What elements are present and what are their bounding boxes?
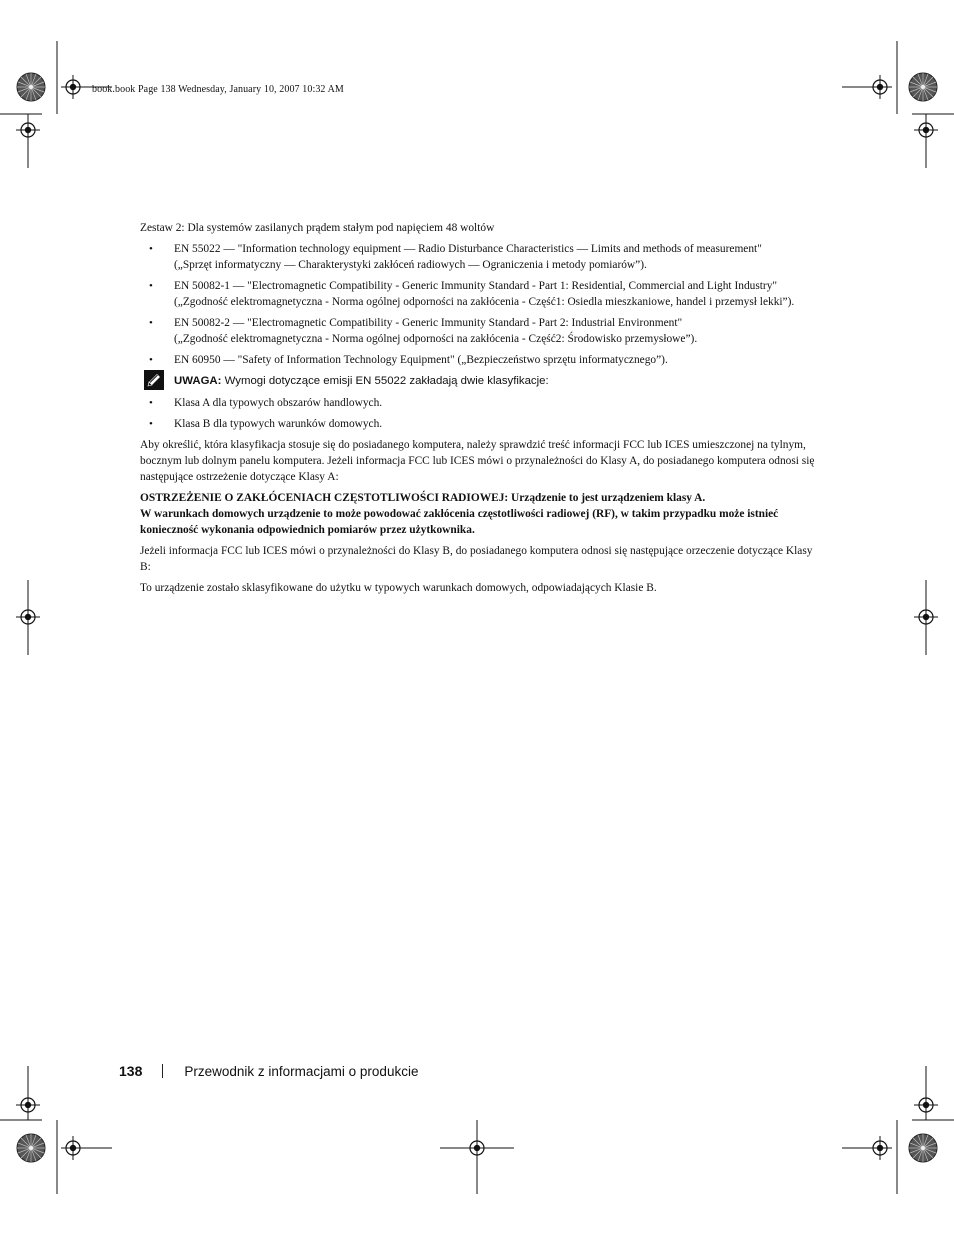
intro-paragraph: Zestaw 2: Dla systemów zasilanych prądem stałym pod napięciem 48 woltów <box>140 222 495 234</box>
print-header: book.book Page 138 Wednesday, January 10, 2007 10:32 AM <box>92 84 344 95</box>
page-content <box>140 220 820 601</box>
classes-list <box>140 395 820 432</box>
classification-paragraph: Aby określić, która klasyfikacja stosuje się do posiadanego komputera, należy sprawdzić treść informacji FCC lub ICES umieszczonej na tylnym, bocznym lub dolnym panelu komputera. Jeżeli informacja FCC lub ICES mówi o przynależności do Klasy A, do posiadanego komputera odnosi się następujące ostrzeżenie dotyczące Klasy A: <box>140 439 815 483</box>
list-item: • EN 60950 — "Safety of Information Technology Equipment" („Bezpieczeństwo sprzętu informatycznego”). <box>149 354 668 366</box>
star-target-mark <box>17 73 45 101</box>
note-label: UWAGA: <box>174 375 222 387</box>
bullet-icon: • <box>149 280 153 292</box>
note-pencil-icon <box>144 370 164 390</box>
page-number: 138 <box>119 1063 143 1079</box>
list-item: • EN 55022 — "Information technology equipment — Radio Disturbance Characteristics — Limits and methods of measurement" („Sprzęt informatyczny — Charakterystyki zakłóceń radiowych — Ograniczenia i metody pomiarów”). <box>149 243 762 271</box>
page-footer <box>119 1063 418 1079</box>
bullet-icon: • <box>149 243 153 255</box>
star-target-mark <box>909 73 937 101</box>
footer-divider <box>162 1064 163 1078</box>
note-block <box>140 373 820 389</box>
bullet-icon: • <box>149 354 153 366</box>
note-text: Wymogi dotyczące emisji EN 55022 zakładają dwie klasyfikacje: <box>221 375 549 387</box>
star-target-mark <box>17 1134 45 1162</box>
class-b-statement: To urządzenie zostało sklasyfikowane do użytku w typowych warunkach domowych, odpowiadających Klasie B. <box>140 582 657 594</box>
class-b-paragraph: Jeżeli informacja FCC lub ICES mówi o przynależności do Klasy B, do posiadanego komputera odnosi się następujące orzeczenie dotyczące Klasy B: <box>140 545 813 573</box>
bullet-icon: • <box>149 418 153 430</box>
class-a-warning: OSTRZEŻENIE O ZAKŁÓCENIACH CZĘSTOTLIWOŚCI RADIOWEJ: Urządzenie to jest urządzeniem klasy A. W warunkach domowych urządzenie to może powodować zakłócenia częstotliwości radiowej (RF), w takim przypadku może istnieć konieczność wykonania odpowiednich pomiarów przez użytkownika. <box>140 492 779 536</box>
list-item: • Klasa A dla typowych obszarów handlowych. <box>149 397 383 409</box>
standards-list <box>140 241 820 368</box>
list-item: • EN 50082-2 — "Electromagnetic Compatibility - Generic Immunity Standard - Part 2: Industrial Environment" („Zgodność elektromagnetyczna - Norma ogólnej odporności na zakłócenia - Część2: Środowisko przemysłowe”). <box>149 317 698 345</box>
bullet-icon: • <box>149 397 153 409</box>
list-item: • EN 50082-1 — "Electromagnetic Compatibility - Generic Immunity Standard - Part 1: Residential, Commercial and Light Industry" („Zgodność elektromagnetyczna - Norma ogólnej odporności na zakłócenia - Część1: Osiedla mieszkaniowe, handel i przemysł lekki”). <box>149 280 795 308</box>
bullet-icon: • <box>149 317 153 329</box>
footer-title: Przewodnik z informacjami o produkcie <box>184 1063 419 1079</box>
list-item: • Klasa B dla typowych warunków domowych. <box>149 418 383 430</box>
star-target-mark <box>909 1134 937 1162</box>
